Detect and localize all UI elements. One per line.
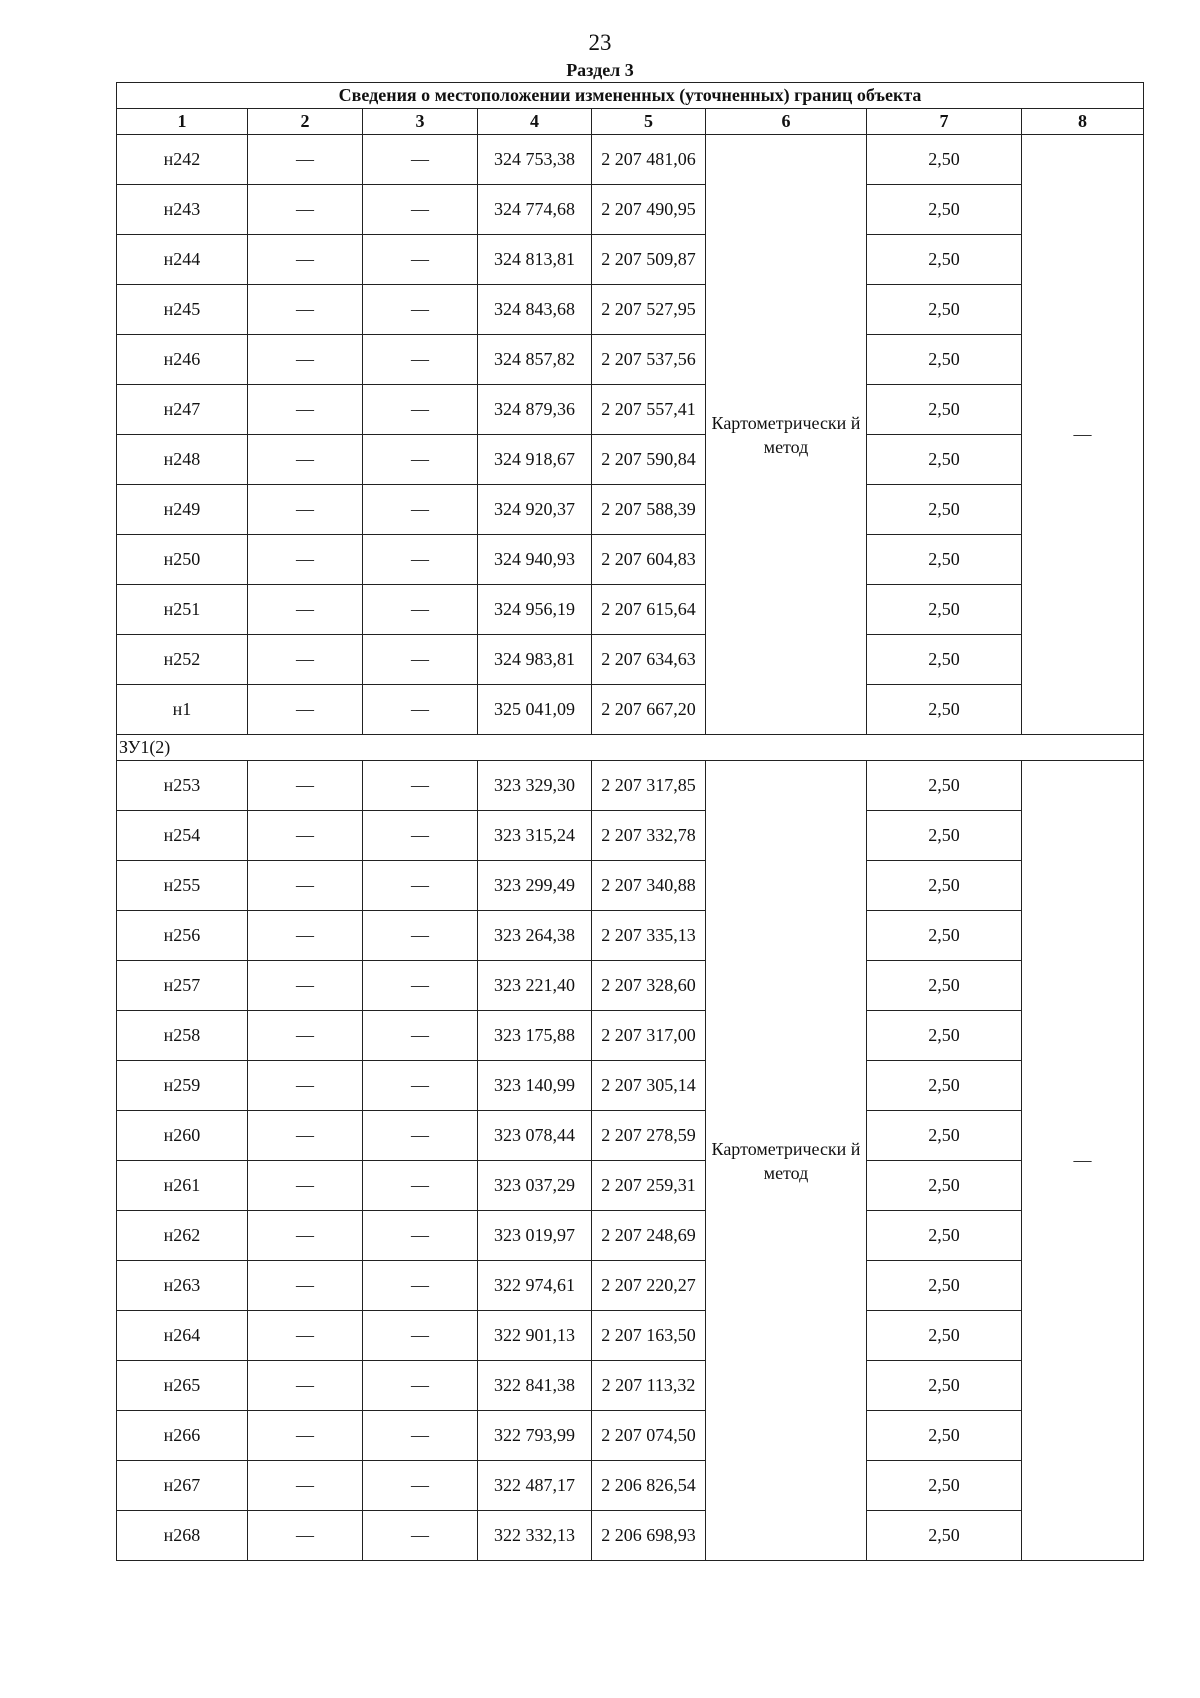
point-name-cell: н244: [117, 235, 248, 285]
col3-cell: —: [363, 235, 478, 285]
point-name-cell: н254: [117, 811, 248, 861]
accuracy-cell: 2,50: [867, 535, 1022, 585]
point-name-cell: н263: [117, 1261, 248, 1311]
col2-cell: —: [248, 761, 363, 811]
column-header: 4: [478, 109, 592, 135]
point-name-cell: н247: [117, 385, 248, 435]
y-coordinate-cell: 2 207 557,41: [592, 385, 706, 435]
col2-cell: —: [248, 235, 363, 285]
col2-cell: —: [248, 635, 363, 685]
x-coordinate-cell: 322 974,61: [478, 1261, 592, 1311]
table-row: [117, 285, 1144, 335]
col2-cell: —: [248, 685, 363, 735]
x-coordinate-cell: 322 332,13: [478, 1511, 592, 1561]
accuracy-cell: 2,50: [867, 1461, 1022, 1511]
y-coordinate-cell: 2 207 278,59: [592, 1111, 706, 1161]
col3-cell: —: [363, 685, 478, 735]
col3-cell: —: [363, 1461, 478, 1511]
col2-cell: —: [248, 335, 363, 385]
y-coordinate-cell: 2 207 590,84: [592, 435, 706, 485]
y-coordinate-cell: 2 207 537,56: [592, 335, 706, 385]
table-row: [117, 585, 1144, 635]
col3-cell: —: [363, 861, 478, 911]
table-row: [117, 761, 1144, 811]
accuracy-cell: 2,50: [867, 1411, 1022, 1461]
table-row: [117, 961, 1144, 1011]
col3-cell: —: [363, 911, 478, 961]
point-name-cell: н246: [117, 335, 248, 385]
accuracy-cell: 2,50: [867, 1111, 1022, 1161]
table-row: [117, 1161, 1144, 1211]
col3-cell: —: [363, 811, 478, 861]
accuracy-cell: 2,50: [867, 485, 1022, 535]
y-coordinate-cell: 2 207 317,85: [592, 761, 706, 811]
col2-cell: —: [248, 1211, 363, 1261]
x-coordinate-cell: 322 901,13: [478, 1311, 592, 1361]
y-coordinate-cell: 2 207 634,63: [592, 635, 706, 685]
x-coordinate-cell: 324 956,19: [478, 585, 592, 635]
table-row: [117, 1211, 1144, 1261]
col3-cell: —: [363, 1261, 478, 1311]
x-coordinate-cell: 324 920,37: [478, 485, 592, 535]
col2-cell: —: [248, 1361, 363, 1411]
col3-cell: —: [363, 335, 478, 385]
y-coordinate-cell: 2 207 259,31: [592, 1161, 706, 1211]
col2-cell: —: [248, 285, 363, 335]
accuracy-cell: 2,50: [867, 335, 1022, 385]
y-coordinate-cell: 2 207 340,88: [592, 861, 706, 911]
col3-cell: —: [363, 1361, 478, 1411]
group-label: ЗУ1(2): [117, 735, 1144, 761]
y-coordinate-cell: 2 207 332,78: [592, 811, 706, 861]
coordinates-table: [116, 82, 1144, 1561]
col3-cell: —: [363, 1511, 478, 1561]
accuracy-cell: 2,50: [867, 1511, 1022, 1561]
y-coordinate-cell: 2 206 698,93: [592, 1511, 706, 1561]
point-name-cell: н258: [117, 1011, 248, 1061]
col2-cell: —: [248, 485, 363, 535]
table-row: [117, 135, 1144, 185]
col3-cell: —: [363, 585, 478, 635]
x-coordinate-cell: 324 983,81: [478, 635, 592, 685]
y-coordinate-cell: 2 207 667,20: [592, 685, 706, 735]
point-name-cell: н266: [117, 1411, 248, 1461]
y-coordinate-cell: 2 207 113,32: [592, 1361, 706, 1411]
column-header: 7: [867, 109, 1022, 135]
accuracy-cell: 2,50: [867, 911, 1022, 961]
col2-cell: —: [248, 1161, 363, 1211]
method-cell: Картометрически й метод: [706, 761, 867, 1561]
table-row: [117, 1311, 1144, 1361]
accuracy-cell: 2,50: [867, 1361, 1022, 1411]
col8-cell: —: [1022, 761, 1144, 1561]
y-coordinate-cell: 2 207 588,39: [592, 485, 706, 535]
x-coordinate-cell: 323 037,29: [478, 1161, 592, 1211]
table-row: [117, 535, 1144, 585]
x-coordinate-cell: 323 315,24: [478, 811, 592, 861]
point-name-cell: н260: [117, 1111, 248, 1161]
x-coordinate-cell: 323 329,30: [478, 761, 592, 811]
point-name-cell: н243: [117, 185, 248, 235]
col3-cell: —: [363, 1011, 478, 1061]
point-name-cell: н249: [117, 485, 248, 535]
col2-cell: —: [248, 1111, 363, 1161]
col3-cell: —: [363, 185, 478, 235]
column-header: 1: [117, 109, 248, 135]
accuracy-cell: 2,50: [867, 1011, 1022, 1061]
col3-cell: —: [363, 385, 478, 435]
accuracy-cell: 2,50: [867, 1161, 1022, 1211]
col2-cell: —: [248, 811, 363, 861]
y-coordinate-cell: 2 207 248,69: [592, 1211, 706, 1261]
col2-cell: —: [248, 1011, 363, 1061]
column-header: 3: [363, 109, 478, 135]
accuracy-cell: 2,50: [867, 235, 1022, 285]
column-header: 2: [248, 109, 363, 135]
y-coordinate-cell: 2 206 826,54: [592, 1461, 706, 1511]
col2-cell: —: [248, 535, 363, 585]
table-row: [117, 1061, 1144, 1111]
col2-cell: —: [248, 961, 363, 1011]
table-row: [117, 1261, 1144, 1311]
x-coordinate-cell: 324 843,68: [478, 285, 592, 335]
y-coordinate-cell: 2 207 604,83: [592, 535, 706, 585]
col2-cell: —: [248, 1261, 363, 1311]
x-coordinate-cell: 324 918,67: [478, 435, 592, 485]
y-coordinate-cell: 2 207 527,95: [592, 285, 706, 335]
x-coordinate-cell: 323 264,38: [478, 911, 592, 961]
point-name-cell: н253: [117, 761, 248, 811]
y-coordinate-cell: 2 207 490,95: [592, 185, 706, 235]
table-row: [117, 1111, 1144, 1161]
point-name-cell: н1: [117, 685, 248, 735]
section-title: Раздел 3: [566, 60, 634, 80]
accuracy-cell: 2,50: [867, 961, 1022, 1011]
point-name-cell: н259: [117, 1061, 248, 1111]
table-row: [117, 861, 1144, 911]
col3-cell: —: [363, 635, 478, 685]
col3-cell: —: [363, 1161, 478, 1211]
x-coordinate-cell: 324 774,68: [478, 185, 592, 235]
accuracy-cell: 2,50: [867, 185, 1022, 235]
accuracy-cell: 2,50: [867, 585, 1022, 635]
col3-cell: —: [363, 285, 478, 335]
table-row: [117, 685, 1144, 735]
y-coordinate-cell: 2 207 317,00: [592, 1011, 706, 1061]
accuracy-cell: 2,50: [867, 385, 1022, 435]
x-coordinate-cell: 323 299,49: [478, 861, 592, 911]
col2-cell: —: [248, 1061, 363, 1111]
col3-cell: —: [363, 135, 478, 185]
table-row: [117, 1011, 1144, 1061]
col3-cell: —: [363, 761, 478, 811]
accuracy-cell: 2,50: [867, 811, 1022, 861]
group-label-row: [117, 735, 1144, 761]
table-body: [117, 83, 1144, 1561]
x-coordinate-cell: 325 041,09: [478, 685, 592, 735]
col3-cell: —: [363, 1311, 478, 1361]
x-coordinate-cell: 322 487,17: [478, 1461, 592, 1511]
point-name-cell: н268: [117, 1511, 248, 1561]
point-name-cell: н242: [117, 135, 248, 185]
x-coordinate-cell: 324 879,36: [478, 385, 592, 435]
accuracy-cell: 2,50: [867, 761, 1022, 811]
col2-cell: —: [248, 1511, 363, 1561]
point-name-cell: н255: [117, 861, 248, 911]
accuracy-cell: 2,50: [867, 435, 1022, 485]
table-row: [117, 185, 1144, 235]
col3-cell: —: [363, 485, 478, 535]
method-cell: Картометрически й метод: [706, 135, 867, 735]
x-coordinate-cell: 322 841,38: [478, 1361, 592, 1411]
accuracy-cell: 2,50: [867, 135, 1022, 185]
col2-cell: —: [248, 861, 363, 911]
col3-cell: —: [363, 535, 478, 585]
x-coordinate-cell: 324 940,93: [478, 535, 592, 585]
col2-cell: —: [248, 385, 363, 435]
point-name-cell: н251: [117, 585, 248, 635]
col2-cell: —: [248, 1311, 363, 1361]
point-name-cell: н264: [117, 1311, 248, 1361]
col3-cell: —: [363, 1211, 478, 1261]
col2-cell: —: [248, 435, 363, 485]
x-coordinate-cell: 323 221,40: [478, 961, 592, 1011]
point-name-cell: н267: [117, 1461, 248, 1511]
accuracy-cell: 2,50: [867, 1061, 1022, 1111]
x-coordinate-cell: 323 078,44: [478, 1111, 592, 1161]
point-name-cell: н265: [117, 1361, 248, 1411]
col2-cell: —: [248, 585, 363, 635]
col2-cell: —: [248, 185, 363, 235]
table-row: [117, 1461, 1144, 1511]
point-name-cell: н245: [117, 285, 248, 335]
point-name-cell: н261: [117, 1161, 248, 1211]
x-coordinate-cell: 324 813,81: [478, 235, 592, 285]
column-header-row: [117, 109, 1144, 135]
accuracy-cell: 2,50: [867, 285, 1022, 335]
col2-cell: —: [248, 1411, 363, 1461]
y-coordinate-cell: 2 207 328,60: [592, 961, 706, 1011]
table-row: [117, 1361, 1144, 1411]
table-row: [117, 335, 1144, 385]
col3-cell: —: [363, 1061, 478, 1111]
table-caption-row: [117, 83, 1144, 109]
table-caption: Сведения о местоположении измененных (уточненных) границ объекта: [117, 83, 1144, 109]
table-row: [117, 1411, 1144, 1461]
y-coordinate-cell: 2 207 481,06: [592, 135, 706, 185]
table-row: [117, 911, 1144, 961]
col3-cell: —: [363, 435, 478, 485]
table-row: [117, 385, 1144, 435]
column-header: 8: [1022, 109, 1144, 135]
y-coordinate-cell: 2 207 509,87: [592, 235, 706, 285]
point-name-cell: н252: [117, 635, 248, 685]
point-name-cell: н262: [117, 1211, 248, 1261]
point-name-cell: н256: [117, 911, 248, 961]
y-coordinate-cell: 2 207 305,14: [592, 1061, 706, 1111]
accuracy-cell: 2,50: [867, 1261, 1022, 1311]
accuracy-cell: 2,50: [867, 861, 1022, 911]
y-coordinate-cell: 2 207 074,50: [592, 1411, 706, 1461]
col2-cell: —: [248, 1461, 363, 1511]
x-coordinate-cell: 322 793,99: [478, 1411, 592, 1461]
col3-cell: —: [363, 1111, 478, 1161]
x-coordinate-cell: 324 753,38: [478, 135, 592, 185]
y-coordinate-cell: 2 207 220,27: [592, 1261, 706, 1311]
col2-cell: —: [248, 911, 363, 961]
y-coordinate-cell: 2 207 163,50: [592, 1311, 706, 1361]
table-row: [117, 811, 1144, 861]
col8-cell: —: [1022, 135, 1144, 735]
column-header: 6: [706, 109, 867, 135]
accuracy-cell: 2,50: [867, 635, 1022, 685]
x-coordinate-cell: 324 857,82: [478, 335, 592, 385]
table-row: [117, 635, 1144, 685]
point-name-cell: н248: [117, 435, 248, 485]
col3-cell: —: [363, 1411, 478, 1461]
x-coordinate-cell: 323 140,99: [478, 1061, 592, 1111]
x-coordinate-cell: 323 175,88: [478, 1011, 592, 1061]
col3-cell: —: [363, 961, 478, 1011]
table-row: [117, 1511, 1144, 1561]
accuracy-cell: 2,50: [867, 1211, 1022, 1261]
accuracy-cell: 2,50: [867, 685, 1022, 735]
x-coordinate-cell: 323 019,97: [478, 1211, 592, 1261]
point-name-cell: н250: [117, 535, 248, 585]
point-name-cell: н257: [117, 961, 248, 1011]
page-number: 23: [588, 30, 612, 55]
accuracy-cell: 2,50: [867, 1311, 1022, 1361]
column-header: 5: [592, 109, 706, 135]
table-row: [117, 485, 1144, 535]
y-coordinate-cell: 2 207 615,64: [592, 585, 706, 635]
y-coordinate-cell: 2 207 335,13: [592, 911, 706, 961]
col2-cell: —: [248, 135, 363, 185]
table-row: [117, 435, 1144, 485]
table-row: [117, 235, 1144, 285]
